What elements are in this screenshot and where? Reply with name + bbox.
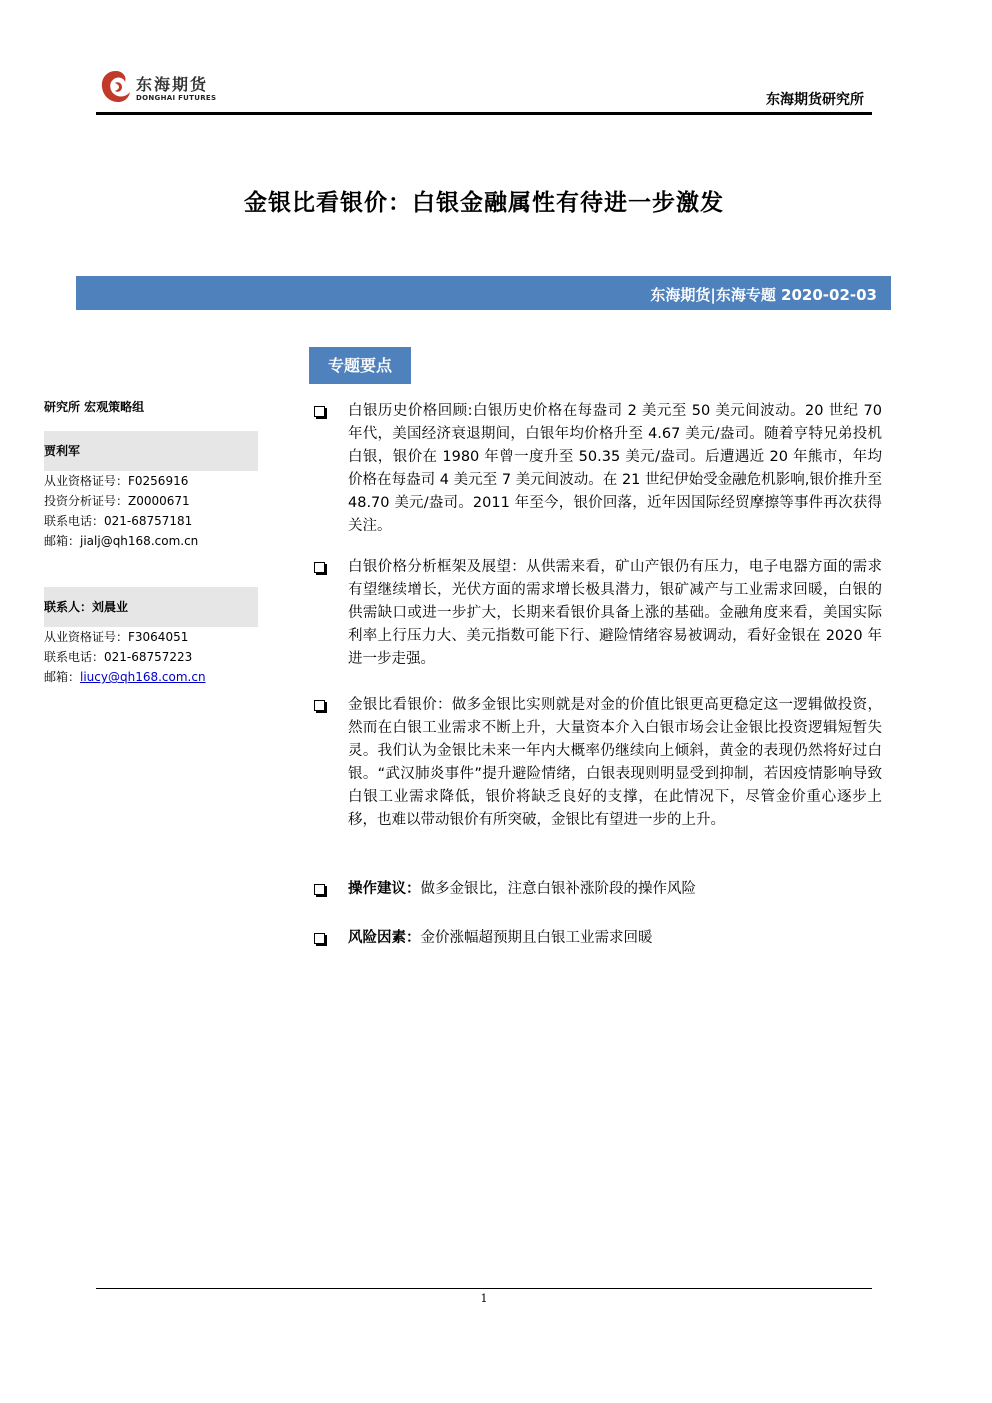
bullet-label: 操作建议： bbox=[348, 881, 421, 897]
report-title: 金银比看银价：白银金融属性有待进一步激发 bbox=[244, 190, 724, 216]
footer-divider bbox=[96, 1288, 872, 1289]
department-label: 研究所 宏观策略组 bbox=[44, 400, 145, 414]
contact-email-link[interactable]: liucy@qh168.com.cn bbox=[80, 670, 206, 684]
company-logo bbox=[98, 68, 228, 108]
contact-name: 联系人：刘晨业 bbox=[44, 587, 258, 627]
bullet-text: 做多金银比，注意白银补涨阶段的操作风险 bbox=[420, 881, 696, 897]
bullet-item bbox=[312, 556, 880, 671]
dragon-logo-icon bbox=[98, 68, 134, 106]
header-organization: 东海期货研究所 bbox=[766, 92, 864, 108]
logo-chinese-name: 东海期货 bbox=[136, 75, 209, 94]
analyst-name: 贾利军 bbox=[44, 431, 258, 471]
analyst-phone: 联系电话：021-68757181 bbox=[44, 514, 193, 528]
checkbox-bullet-icon bbox=[314, 406, 325, 417]
contact-phone: 联系电话：021-68757223 bbox=[44, 650, 193, 664]
bullet-item bbox=[312, 878, 880, 901]
bullet-item bbox=[312, 694, 880, 855]
author-sidebar bbox=[44, 396, 258, 687]
bullet-text: 金价涨幅超预期且白银工业需求回暖 bbox=[420, 930, 653, 946]
bullet-item bbox=[312, 927, 880, 950]
bullet-label: 风险因素： bbox=[348, 930, 421, 946]
contact-email-prefix: 邮箱： bbox=[44, 670, 81, 684]
analyst-invest-cert: 投资分析证号：Z0000671 bbox=[44, 494, 190, 508]
checkbox-bullet-icon bbox=[314, 933, 325, 944]
checkbox-bullet-icon bbox=[314, 562, 325, 573]
bullet-text: 白银历史价格回顾:白银历史价格在每盎司 2 美元至 50 美元间波动。20 世纪 70 年代，美国经济衰退期间，白银年均价格升至 4.67 美元/盎司。随着亨特兄弟投机白银，银价在 1980 年曾一度升至 50.35 美元/盎司。后遭遇近 20 年熊市，年均价格在每盎司 4 美元至 7 美元间波动。在 21 世纪伊始受金融危机影响,银价推升至 48.70 美元/盎司。2011 年至今，银价回落，近年因国际经贸摩擦等事件再次获得关注。 bbox=[348, 403, 882, 534]
bullet-content bbox=[348, 927, 882, 950]
logo-english-name: DONGHAI FUTURES bbox=[136, 94, 217, 102]
checkbox-bullet-icon bbox=[314, 700, 325, 711]
bullet-item bbox=[312, 400, 880, 538]
header-divider bbox=[96, 112, 872, 115]
banner-text: 东海期货|东海专题 2020-02-03 bbox=[650, 286, 877, 304]
analyst-cert: 从业资格证号：F0256916 bbox=[44, 474, 189, 488]
section-title: 专题要点 bbox=[309, 347, 411, 384]
bullet-text: 金银比看银价：做多金银比实则就是对金的价值比银更高更稳定这一逻辑做投资，然而在白银工业需求不断上升，大量资本介入白银市场会让金银比投资逻辑短暂失灵。我们认为金银比未来一年内大概率仍继续向上倾斜，黄金的表现仍然将好过白银。“武汉肺炎事件”提升避险情绪，白银表现则明显受到抑制，若因疫情影响导致白银工业需求降低，银价将缺乏良好的支撑，在此情况下，尽管金价重心逐步上移，也难以带动银价有所突破，金银比有望进一步的上升。 bbox=[348, 697, 882, 828]
bullet-content bbox=[348, 878, 882, 901]
checkbox-bullet-icon bbox=[314, 884, 325, 895]
contact-email-row bbox=[44, 667, 258, 687]
page-number: 1 bbox=[480, 1292, 488, 1305]
bullet-text: 白银价格分析框架及展望：从供需来看，矿山产银仍有压力，电子电器方面的需求有望继续增长，光伏方面的需求增长极具潜力，银矿减产与工业需求回暖，白银的供需缺口或进一步扩大，长期来看银价具备上涨的基础。金融角度来看，美国实际利率上行压力大、美元指数可能下行、避险情绪容易被调动，看好金银在 2020 年进一步走强。 bbox=[348, 559, 882, 667]
analyst-email: 邮箱：jialj@qh168.com.cn bbox=[44, 534, 199, 548]
contact-cert: 从业资格证号：F3064051 bbox=[44, 630, 189, 644]
report-banner bbox=[76, 276, 891, 310]
